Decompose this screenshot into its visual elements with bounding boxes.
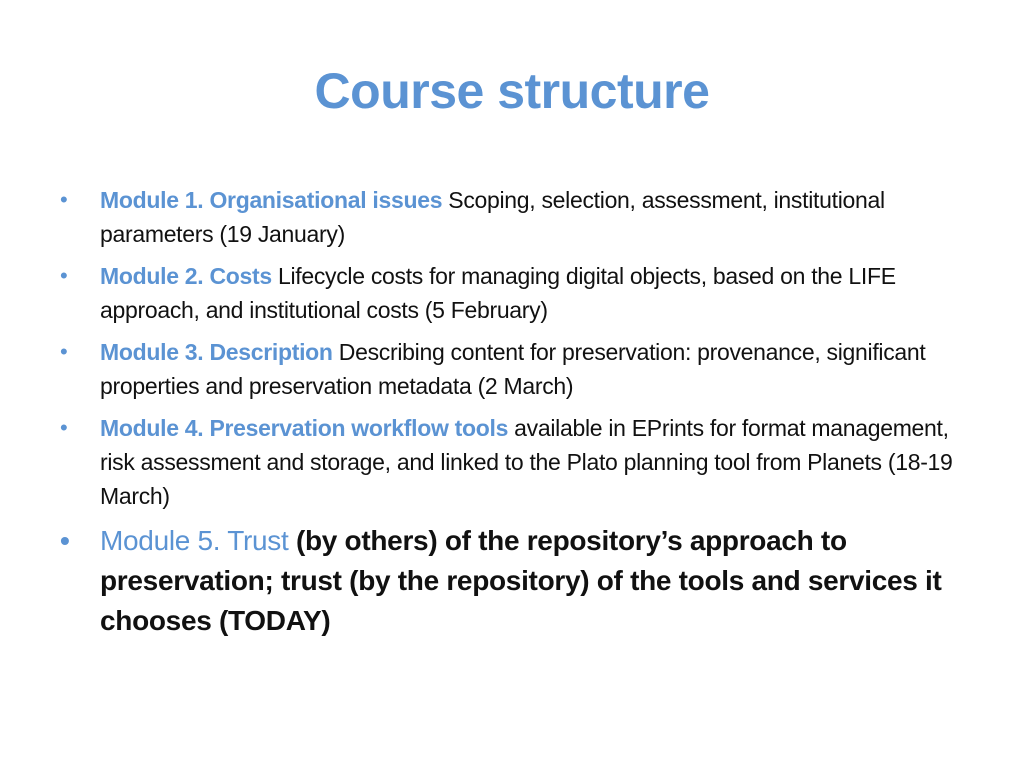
module-3-description: Describing content for preservation: provenance, significant properties and preservation metadata (2 March) xyxy=(100,339,926,399)
bullet-dot-icon: • xyxy=(60,339,68,364)
bullet-dot-icon: • xyxy=(60,263,68,288)
bullet-module-5 xyxy=(56,521,976,641)
module-3-heading: Module 3. Description xyxy=(100,339,333,365)
module-2-description: Lifecycle costs for managing digital objects, based on the LIFE approach, and institutional costs (5 February) xyxy=(100,263,896,323)
module-4-description: available in EPrints for format management, risk assessment and storage, and linked to the Plato planning tool from Planets (18-19 March) xyxy=(100,415,953,509)
module-4-heading: Module 4. Preservation workflow tools xyxy=(100,415,509,441)
bullet-dot-icon: • xyxy=(60,415,68,440)
bullet-module-3 xyxy=(56,335,976,403)
module-5-heading: Module 5. Trust xyxy=(100,525,289,556)
slide-title: Course structure xyxy=(314,63,710,119)
module-5-description: (by others) of the repository’s approach to preservation; trust (by the repository) of the tools and services it chooses (TODAY) xyxy=(100,525,942,636)
bullet-module-1 xyxy=(56,183,976,251)
bullet-dot-icon: • xyxy=(60,525,70,556)
bullet-module-2 xyxy=(56,259,976,327)
bullet-dot-icon: • xyxy=(60,187,68,212)
module-1-heading: Module 1. Organisational issues xyxy=(100,187,443,213)
bullet-module-4 xyxy=(56,411,976,513)
bullet-list xyxy=(56,183,976,649)
module-1-description: Scoping, selection, assessment, institutional parameters (19 January) xyxy=(100,187,885,247)
module-2-heading: Module 2. Costs xyxy=(100,263,272,289)
